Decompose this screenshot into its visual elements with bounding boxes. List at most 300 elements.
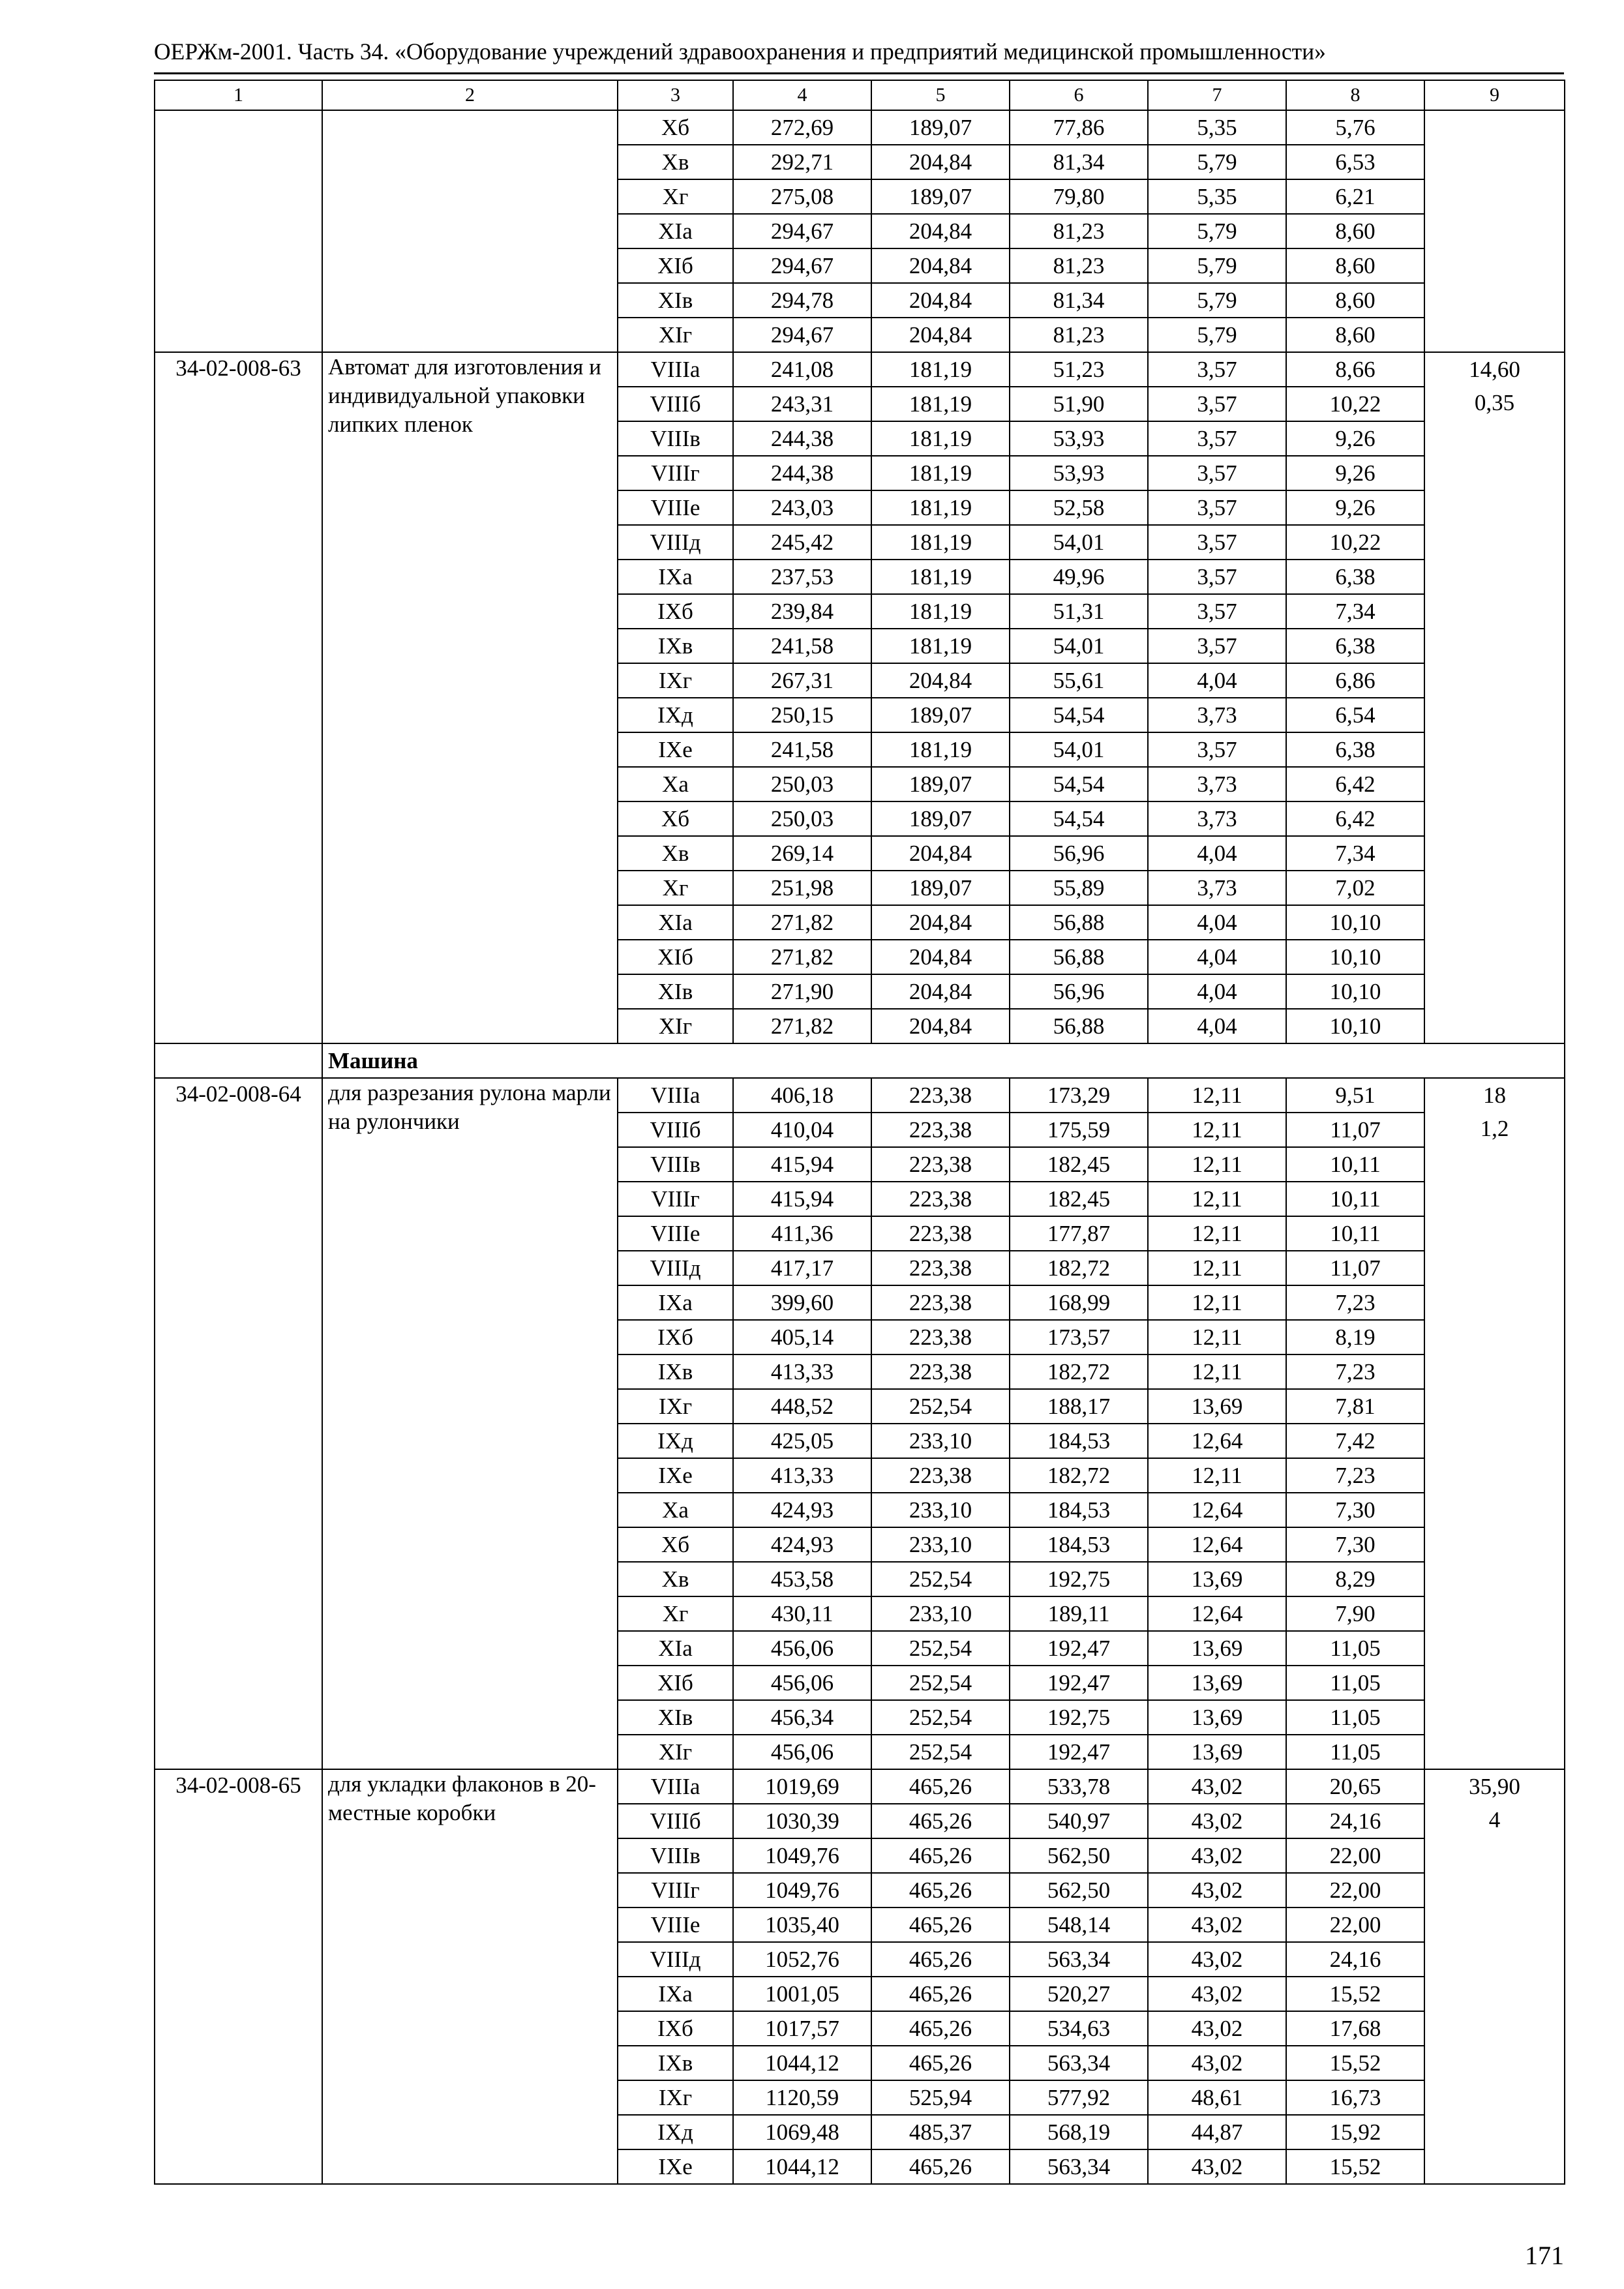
- value-cell: 16,73: [1286, 2080, 1424, 2115]
- value-cell: 269,14: [733, 836, 871, 871]
- value-cell: 181,19: [871, 525, 1010, 560]
- value-cell: VIIIа: [618, 352, 733, 387]
- value-cell: 540,97: [1010, 1804, 1148, 1838]
- value-cell: 223,38: [871, 1320, 1010, 1354]
- value-cell: 425,05: [733, 1424, 871, 1458]
- value-cell: 8,60: [1286, 283, 1424, 318]
- value-cell: 10,11: [1286, 1182, 1424, 1216]
- value-cell: 252,54: [871, 1562, 1010, 1596]
- value-cell: 563,34: [1010, 2149, 1148, 2184]
- value-cell: 3,57: [1148, 387, 1286, 421]
- value-cell: 10,22: [1286, 525, 1424, 560]
- value-cell: 465,26: [871, 1769, 1010, 1804]
- value-cell: 448,52: [733, 1389, 871, 1424]
- item-code: 34-02-008-65: [155, 1769, 322, 2184]
- value-cell: 533,78: [1010, 1769, 1148, 1804]
- value-cell: 4,04: [1148, 663, 1286, 698]
- value-cell: 56,88: [1010, 1009, 1148, 1043]
- page-number: 171: [1525, 2241, 1564, 2270]
- column-9-value: 0,35: [1474, 390, 1515, 415]
- value-cell: 456,34: [733, 1700, 871, 1735]
- column-number-row: [155, 80, 1565, 110]
- value-cell: 424,93: [733, 1527, 871, 1562]
- value-cell: IXв: [618, 1354, 733, 1389]
- value-cell: XIб: [618, 940, 733, 974]
- value-cell: 17,68: [1286, 2011, 1424, 2046]
- value-cell: 5,79: [1148, 318, 1286, 352]
- value-cell: 5,35: [1148, 179, 1286, 214]
- value-cell: 237,53: [733, 560, 871, 594]
- value-cell: 456,06: [733, 1631, 871, 1666]
- column-number: 3: [618, 80, 733, 110]
- value-cell: 77,86: [1010, 110, 1148, 145]
- value-cell: 415,94: [733, 1147, 871, 1182]
- value-cell: 181,19: [871, 352, 1010, 387]
- value-cell: 204,84: [871, 974, 1010, 1009]
- value-cell: 10,22: [1286, 387, 1424, 421]
- table-row: [155, 1078, 1565, 1113]
- value-cell: 13,69: [1148, 1562, 1286, 1596]
- value-cell: 5,79: [1148, 248, 1286, 283]
- value-cell: 465,26: [871, 1804, 1010, 1838]
- column-9-value: 35,90: [1469, 1774, 1520, 1799]
- value-cell: IXд: [618, 698, 733, 732]
- column-9-value: 14,60: [1469, 357, 1520, 382]
- value-cell: 271,82: [733, 1009, 871, 1043]
- value-cell: 271,82: [733, 905, 871, 940]
- value-cell: 1017,57: [733, 2011, 871, 2046]
- value-cell: 1069,48: [733, 2115, 871, 2149]
- value-cell: VIIIг: [618, 1182, 733, 1216]
- item-code: 34-02-008-63: [155, 352, 322, 1043]
- value-cell: VIIIд: [618, 525, 733, 560]
- value-cell: XIг: [618, 1735, 733, 1769]
- value-cell: IXд: [618, 1424, 733, 1458]
- value-cell: 241,58: [733, 629, 871, 663]
- value-cell: Xг: [618, 1596, 733, 1631]
- value-cell: 184,53: [1010, 1424, 1148, 1458]
- value-cell: 7,34: [1286, 594, 1424, 629]
- column-9-value: 1,2: [1480, 1116, 1509, 1141]
- value-cell: 233,10: [871, 1596, 1010, 1631]
- column-number: 7: [1148, 80, 1286, 110]
- value-cell: 24,16: [1286, 1804, 1424, 1838]
- value-cell: VIIIе: [618, 1216, 733, 1251]
- value-cell: 3,57: [1148, 490, 1286, 525]
- item-name: Автомат для изготовления и индивидуальной упаковки липких пленок: [322, 352, 618, 1043]
- value-cell: 1001,05: [733, 1977, 871, 2011]
- value-cell: 243,31: [733, 387, 871, 421]
- value-cell: VIIIг: [618, 1873, 733, 1908]
- value-cell: 8,60: [1286, 214, 1424, 248]
- value-cell: 9,26: [1286, 456, 1424, 490]
- value-cell: VIIIв: [618, 1838, 733, 1873]
- value-cell: 6,42: [1286, 801, 1424, 836]
- value-cell: XIа: [618, 214, 733, 248]
- value-cell: 243,03: [733, 490, 871, 525]
- value-cell: 413,33: [733, 1458, 871, 1493]
- value-cell: 12,11: [1148, 1216, 1286, 1251]
- section-row: [155, 1043, 1565, 1078]
- value-cell: IXа: [618, 560, 733, 594]
- value-cell: 271,82: [733, 940, 871, 974]
- value-cell: 54,01: [1010, 732, 1148, 767]
- value-cell: IXе: [618, 1458, 733, 1493]
- column-9-cell: [1424, 110, 1565, 352]
- value-cell: 3,57: [1148, 629, 1286, 663]
- column-9-cell: [1424, 1769, 1565, 2184]
- value-cell: 12,11: [1148, 1113, 1286, 1147]
- value-cell: 294,78: [733, 283, 871, 318]
- value-cell: 6,42: [1286, 767, 1424, 801]
- value-cell: 465,26: [871, 2046, 1010, 2080]
- value-cell: 465,26: [871, 1908, 1010, 1942]
- value-cell: 10,11: [1286, 1216, 1424, 1251]
- value-cell: Xг: [618, 871, 733, 905]
- value-cell: 453,58: [733, 1562, 871, 1596]
- value-cell: IXв: [618, 629, 733, 663]
- column-9-value: 18: [1483, 1083, 1506, 1108]
- value-cell: 399,60: [733, 1285, 871, 1320]
- value-cell: IXв: [618, 2046, 733, 2080]
- value-cell: 6,21: [1286, 179, 1424, 214]
- value-cell: 1044,12: [733, 2149, 871, 2184]
- value-cell: 24,16: [1286, 1942, 1424, 1977]
- value-cell: 8,60: [1286, 318, 1424, 352]
- value-cell: 43,02: [1148, 1769, 1286, 1804]
- value-cell: 51,23: [1010, 352, 1148, 387]
- value-cell: 192,75: [1010, 1700, 1148, 1735]
- value-cell: 6,54: [1286, 698, 1424, 732]
- value-cell: XIа: [618, 1631, 733, 1666]
- value-cell: 12,11: [1148, 1078, 1286, 1113]
- value-cell: 22,00: [1286, 1838, 1424, 1873]
- value-cell: 13,69: [1148, 1666, 1286, 1700]
- value-cell: XIг: [618, 1009, 733, 1043]
- value-cell: 168,99: [1010, 1285, 1148, 1320]
- value-cell: 189,07: [871, 871, 1010, 905]
- value-cell: 1049,76: [733, 1838, 871, 1873]
- value-cell: 8,60: [1286, 248, 1424, 283]
- value-cell: 54,54: [1010, 801, 1148, 836]
- value-cell: 3,57: [1148, 352, 1286, 387]
- value-cell: 241,08: [733, 352, 871, 387]
- value-cell: 81,23: [1010, 318, 1148, 352]
- item-code: [155, 110, 322, 352]
- column-9-cell: [1424, 1078, 1565, 1769]
- value-cell: 12,11: [1148, 1320, 1286, 1354]
- item-name: для укладки флаконов в 20-местные коробки: [322, 1769, 618, 2184]
- value-cell: 413,33: [733, 1354, 871, 1389]
- value-cell: 3,57: [1148, 732, 1286, 767]
- column-number: 1: [155, 80, 322, 110]
- value-cell: 81,34: [1010, 145, 1148, 179]
- column-number: 5: [871, 80, 1010, 110]
- value-cell: Xа: [618, 1493, 733, 1527]
- value-cell: 22,00: [1286, 1908, 1424, 1942]
- value-cell: 562,50: [1010, 1838, 1148, 1873]
- value-cell: 182,45: [1010, 1182, 1148, 1216]
- value-cell: 7,23: [1286, 1285, 1424, 1320]
- value-cell: 244,38: [733, 421, 871, 456]
- value-cell: 56,96: [1010, 974, 1148, 1009]
- value-cell: 181,19: [871, 629, 1010, 663]
- value-cell: 244,38: [733, 456, 871, 490]
- item-code: 34-02-008-64: [155, 1078, 322, 1769]
- value-cell: 6,86: [1286, 663, 1424, 698]
- value-cell: VIIIд: [618, 1942, 733, 1977]
- value-cell: 8,66: [1286, 352, 1424, 387]
- value-cell: 48,61: [1148, 2080, 1286, 2115]
- value-cell: 204,84: [871, 940, 1010, 974]
- value-cell: 223,38: [871, 1285, 1010, 1320]
- value-cell: 181,19: [871, 387, 1010, 421]
- value-cell: 7,30: [1286, 1527, 1424, 1562]
- value-cell: 189,07: [871, 767, 1010, 801]
- value-cell: 177,87: [1010, 1216, 1148, 1251]
- value-cell: 6,38: [1286, 560, 1424, 594]
- value-cell: 252,54: [871, 1666, 1010, 1700]
- value-cell: 12,64: [1148, 1596, 1286, 1631]
- column-9-cell: [1424, 352, 1565, 1043]
- value-cell: 13,69: [1148, 1631, 1286, 1666]
- value-cell: 5,79: [1148, 283, 1286, 318]
- value-cell: 10,10: [1286, 940, 1424, 974]
- table-row: [155, 110, 1565, 145]
- value-cell: 1019,69: [733, 1769, 871, 1804]
- value-cell: 173,57: [1010, 1320, 1148, 1354]
- value-cell: 189,07: [871, 110, 1010, 145]
- value-cell: IXб: [618, 594, 733, 629]
- value-cell: 250,15: [733, 698, 871, 732]
- value-cell: 465,26: [871, 1942, 1010, 1977]
- value-cell: 181,19: [871, 732, 1010, 767]
- value-cell: 3,73: [1148, 871, 1286, 905]
- value-cell: XIв: [618, 1700, 733, 1735]
- value-cell: 4,04: [1148, 940, 1286, 974]
- value-cell: XIб: [618, 248, 733, 283]
- value-cell: 11,05: [1286, 1735, 1424, 1769]
- value-cell: 7,34: [1286, 836, 1424, 871]
- value-cell: 11,07: [1286, 1113, 1424, 1147]
- value-cell: VIIIа: [618, 1769, 733, 1804]
- section-code-cell: [155, 1043, 322, 1078]
- value-cell: IXб: [618, 2011, 733, 2046]
- value-cell: 250,03: [733, 801, 871, 836]
- value-cell: 465,26: [871, 1838, 1010, 1873]
- value-cell: 294,67: [733, 318, 871, 352]
- value-cell: 7,23: [1286, 1458, 1424, 1493]
- value-cell: 55,89: [1010, 871, 1148, 905]
- value-cell: 12,64: [1148, 1527, 1286, 1562]
- value-cell: 252,54: [871, 1700, 1010, 1735]
- value-cell: 189,11: [1010, 1596, 1148, 1631]
- value-cell: 410,04: [733, 1113, 871, 1147]
- value-cell: 223,38: [871, 1113, 1010, 1147]
- value-cell: 192,47: [1010, 1735, 1148, 1769]
- value-cell: 13,69: [1148, 1389, 1286, 1424]
- value-cell: VIIIб: [618, 1113, 733, 1147]
- value-cell: 189,07: [871, 801, 1010, 836]
- value-cell: 271,90: [733, 974, 871, 1009]
- value-cell: 3,73: [1148, 801, 1286, 836]
- value-cell: 56,88: [1010, 905, 1148, 940]
- value-cell: 233,10: [871, 1493, 1010, 1527]
- value-cell: Xв: [618, 145, 733, 179]
- value-cell: 10,10: [1286, 974, 1424, 1009]
- value-cell: 54,01: [1010, 525, 1148, 560]
- value-cell: XIа: [618, 905, 733, 940]
- value-cell: IXе: [618, 2149, 733, 2184]
- value-cell: 15,52: [1286, 1977, 1424, 2011]
- value-cell: 204,84: [871, 248, 1010, 283]
- value-cell: 223,38: [871, 1182, 1010, 1216]
- table-body: [155, 80, 1565, 2184]
- value-cell: 4,04: [1148, 905, 1286, 940]
- value-cell: 12,11: [1148, 1458, 1286, 1493]
- value-cell: 204,84: [871, 836, 1010, 871]
- value-cell: 252,54: [871, 1631, 1010, 1666]
- value-cell: 15,52: [1286, 2046, 1424, 2080]
- value-cell: 9,51: [1286, 1078, 1424, 1113]
- value-cell: 223,38: [871, 1458, 1010, 1493]
- value-cell: 5,35: [1148, 110, 1286, 145]
- value-cell: 54,01: [1010, 629, 1148, 663]
- value-cell: 10,11: [1286, 1147, 1424, 1182]
- value-cell: IXд: [618, 2115, 733, 2149]
- column-number: 9: [1424, 80, 1565, 110]
- value-cell: 11,05: [1286, 1631, 1424, 1666]
- value-cell: 245,42: [733, 525, 871, 560]
- value-cell: 250,03: [733, 767, 871, 801]
- value-cell: 4,04: [1148, 1009, 1286, 1043]
- value-cell: XIв: [618, 283, 733, 318]
- value-cell: 182,72: [1010, 1458, 1148, 1493]
- value-cell: 44,87: [1148, 2115, 1286, 2149]
- value-cell: 43,02: [1148, 2011, 1286, 2046]
- column-number: 8: [1286, 80, 1424, 110]
- value-cell: 182,72: [1010, 1251, 1148, 1285]
- value-cell: 51,31: [1010, 594, 1148, 629]
- value-cell: 251,98: [733, 871, 871, 905]
- value-cell: 577,92: [1010, 2080, 1148, 2115]
- item-name: для разрезания рулона марли на рулончики: [322, 1078, 618, 1769]
- value-cell: IXе: [618, 732, 733, 767]
- page-header: ОЕРЖм-2001. Часть 34. «Оборудование учреждений здравоохранения и предприятий медицинской промышленности»: [154, 38, 1326, 65]
- column-number: 6: [1010, 80, 1148, 110]
- value-cell: 184,53: [1010, 1493, 1148, 1527]
- value-cell: 465,26: [871, 2011, 1010, 2046]
- value-cell: 81,23: [1010, 248, 1148, 283]
- value-cell: 465,26: [871, 1873, 1010, 1908]
- value-cell: 43,02: [1148, 2046, 1286, 2080]
- value-cell: Xа: [618, 767, 733, 801]
- value-cell: 3,57: [1148, 421, 1286, 456]
- value-cell: 563,34: [1010, 2046, 1148, 2080]
- table-row: [155, 1769, 1565, 1804]
- value-cell: 406,18: [733, 1078, 871, 1113]
- value-cell: 5,79: [1148, 214, 1286, 248]
- value-cell: 43,02: [1148, 1908, 1286, 1942]
- value-cell: 465,26: [871, 1977, 1010, 2011]
- value-cell: 4,04: [1148, 836, 1286, 871]
- value-cell: 5,76: [1286, 110, 1424, 145]
- value-cell: 1120,59: [733, 2080, 871, 2115]
- table-row: [155, 352, 1565, 387]
- value-cell: IXг: [618, 663, 733, 698]
- value-cell: 520,27: [1010, 1977, 1148, 2011]
- value-cell: 294,67: [733, 248, 871, 283]
- value-cell: 233,10: [871, 1424, 1010, 1458]
- value-cell: 181,19: [871, 421, 1010, 456]
- value-cell: 5,79: [1148, 145, 1286, 179]
- value-cell: 3,73: [1148, 767, 1286, 801]
- value-cell: 7,23: [1286, 1354, 1424, 1389]
- value-cell: 563,34: [1010, 1942, 1148, 1977]
- value-cell: 223,38: [871, 1354, 1010, 1389]
- value-cell: VIIIв: [618, 1147, 733, 1182]
- value-cell: 22,00: [1286, 1873, 1424, 1908]
- value-cell: 7,90: [1286, 1596, 1424, 1631]
- value-cell: 411,36: [733, 1216, 871, 1251]
- value-cell: 56,88: [1010, 940, 1148, 974]
- value-cell: IXа: [618, 1977, 733, 2011]
- value-cell: 20,65: [1286, 1769, 1424, 1804]
- value-cell: 9,26: [1286, 421, 1424, 456]
- value-cell: 43,02: [1148, 2149, 1286, 2184]
- value-cell: 181,19: [871, 456, 1010, 490]
- value-cell: 192,47: [1010, 1666, 1148, 1700]
- value-cell: 223,38: [871, 1147, 1010, 1182]
- value-cell: 81,34: [1010, 283, 1148, 318]
- value-cell: 181,19: [871, 560, 1010, 594]
- value-cell: 15,52: [1286, 2149, 1424, 2184]
- value-cell: 3,57: [1148, 456, 1286, 490]
- value-cell: 3,57: [1148, 525, 1286, 560]
- value-cell: 417,17: [733, 1251, 871, 1285]
- value-cell: 182,72: [1010, 1354, 1148, 1389]
- value-cell: 55,61: [1010, 663, 1148, 698]
- value-cell: 292,71: [733, 145, 871, 179]
- value-cell: VIIIг: [618, 456, 733, 490]
- value-cell: 204,84: [871, 145, 1010, 179]
- value-cell: 223,38: [871, 1078, 1010, 1113]
- value-cell: 456,06: [733, 1666, 871, 1700]
- value-cell: 81,23: [1010, 214, 1148, 248]
- value-cell: 7,30: [1286, 1493, 1424, 1527]
- value-cell: 562,50: [1010, 1873, 1148, 1908]
- value-cell: 12,64: [1148, 1493, 1286, 1527]
- value-cell: 1030,39: [733, 1804, 871, 1838]
- value-cell: 182,45: [1010, 1147, 1148, 1182]
- value-cell: XIв: [618, 974, 733, 1009]
- value-cell: 10,10: [1286, 905, 1424, 940]
- value-cell: 6,38: [1286, 732, 1424, 767]
- header-rule: [154, 72, 1564, 74]
- value-cell: 7,81: [1286, 1389, 1424, 1424]
- value-cell: 192,47: [1010, 1631, 1148, 1666]
- value-cell: 204,84: [871, 663, 1010, 698]
- value-cell: 3,73: [1148, 698, 1286, 732]
- value-cell: 43,02: [1148, 1942, 1286, 1977]
- value-cell: VIIIа: [618, 1078, 733, 1113]
- value-cell: 13,69: [1148, 1735, 1286, 1769]
- value-cell: 485,37: [871, 2115, 1010, 2149]
- value-cell: 1052,76: [733, 1942, 871, 1977]
- value-cell: 465,26: [871, 2149, 1010, 2184]
- value-cell: VIIIб: [618, 1804, 733, 1838]
- value-cell: 3,57: [1148, 560, 1286, 594]
